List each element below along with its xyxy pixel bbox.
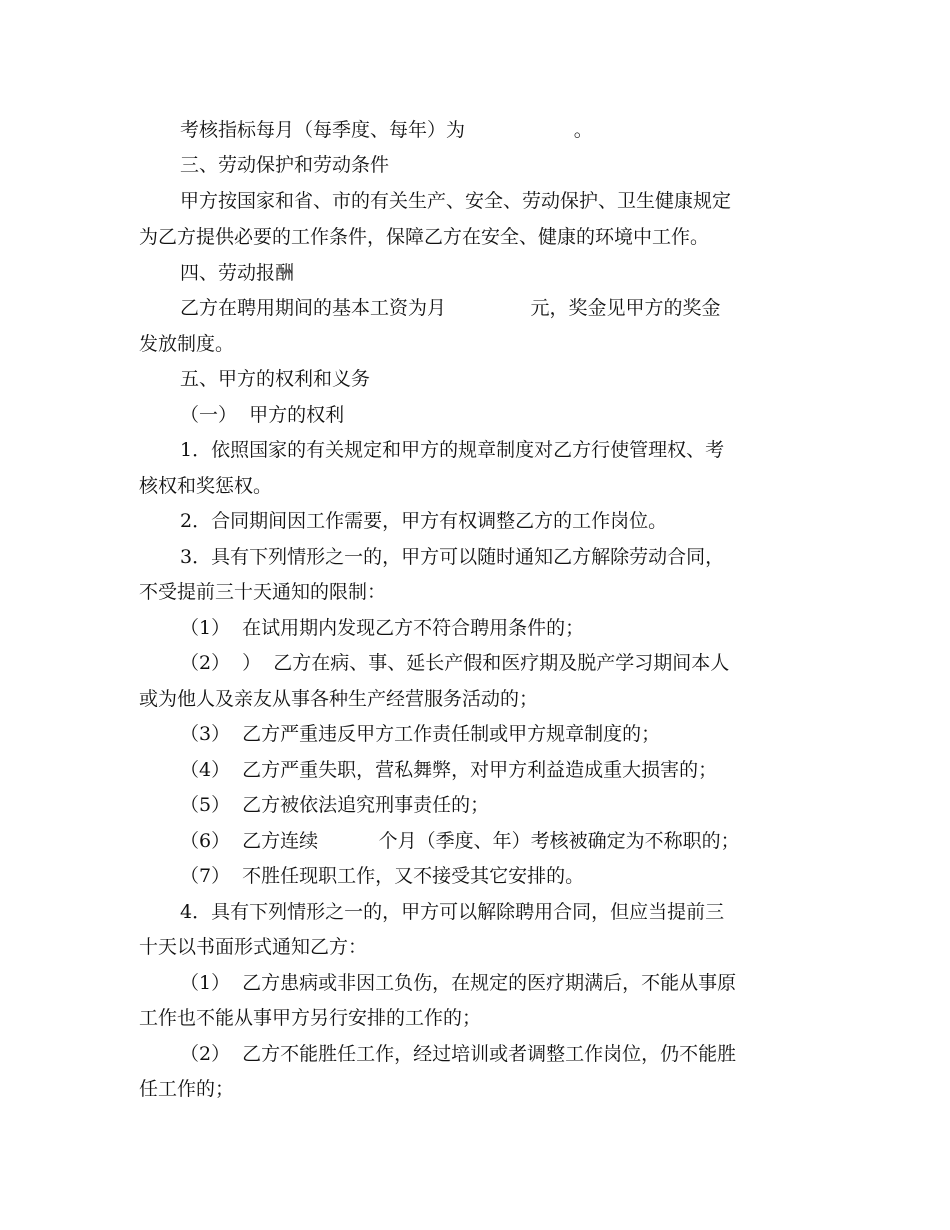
section-heading: 四、劳动报酬 [180,262,295,284]
text-line: 2．合同期间因工作需要，甲方有权调整乙方的工作岗位。 [180,510,668,532]
text-line: 乙方在聘用期间的基本工资为月 元，奖金见甲方的奖金 [180,297,721,319]
list-item: （6） 乙方连续 个月（季度、年）考核被确定为不称职的； [180,830,740,852]
text-line: 发放制度。 [139,333,235,355]
list-item: （1） 乙方患病或非因工负伤，在规定的医疗期满后，不能从事原 [180,972,737,994]
text-line: 不受提前三十天通知的限制： [139,581,387,603]
text-line: 工作也不能从事甲方另行安排的工作的； [139,1007,482,1029]
list-item: （7） 不胜任现职工作，又不接受其它安排的。 [180,865,585,887]
text-line: 任工作的； [139,1078,235,1100]
section-heading: 三、劳动保护和劳动条件 [180,154,390,176]
text-line: 考核指标每月（每季度、每年）为 。 [180,119,593,141]
text-line: 1．依照国家的有关规定和甲方的规章制度对乙方行使管理权、考 [180,439,725,461]
text-line: 核权和奖惩权。 [139,475,273,497]
subsection-heading: （一） 甲方的权利 [180,404,345,426]
text-line: 4．具有下列情形之一的，甲方可以解除聘用合同，但应当提前三 [180,901,725,923]
text-line: 甲方按国家和省、市的有关生产、安全、劳动保护、卫生健康规定 [180,190,732,212]
list-item: （1） 在试用期内发现乙方不符合聘用条件的； [180,617,585,639]
list-item: （5） 乙方被依法追究刑事责任的； [180,794,490,816]
text-line: 为乙方提供必要的工作条件，保障乙方在安全、健康的环境中工作。 [139,226,710,248]
text-line: 十天以书面形式通知乙方： [139,936,368,958]
list-item: （3） 乙方严重违反甲方工作责任制或甲方规章制度的； [180,723,661,745]
list-item: （2） 乙方不能胜任工作，经过培训或者调整工作岗位，仍不能胜 [180,1043,737,1065]
text-line: 或为他人及亲友从事各种生产经营服务活动的； [139,688,539,710]
list-item: （2） ） 乙方在病、事、延长产假和医疗期及脱产学习期间本人 [180,652,730,674]
list-item: （4） 乙方严重失职，营私舞弊，对甲方利益造成重大损害的； [180,759,718,781]
section-heading: 五、甲方的权利和义务 [180,368,371,390]
text-line: 3．具有下列情形之一的，甲方可以随时通知乙方解除劳动合同， [180,546,725,568]
